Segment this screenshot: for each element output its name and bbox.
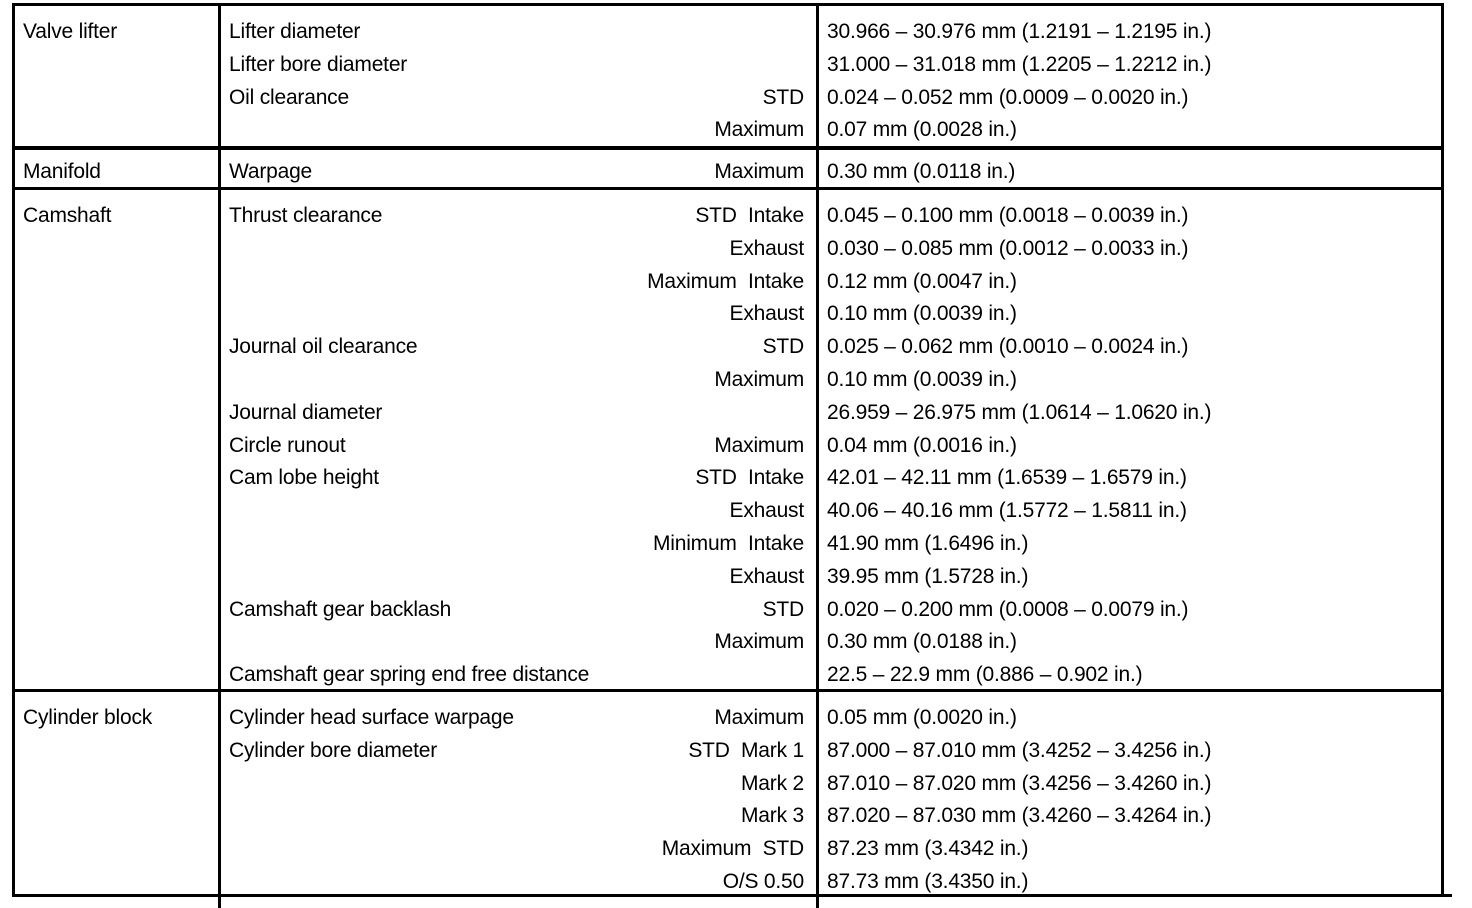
spec-item: Journal diameter	[229, 401, 383, 424]
spec-value: 87.020 – 87.030 mm (3.4260 – 3.4264 in.)	[827, 804, 1212, 827]
spec-value: 0.10 mm (0.0039 in.)	[827, 368, 1017, 391]
spec-item: Circle runout	[229, 434, 346, 457]
column-divider	[218, 3, 221, 908]
spec-value: 39.95 mm (1.5728 in.)	[827, 565, 1029, 588]
spec-condition: STD Intake	[695, 466, 804, 489]
column-divider	[816, 3, 819, 908]
spec-value: 0.12 mm (0.0047 in.)	[827, 270, 1017, 293]
section-label: Manifold	[23, 160, 101, 183]
spec-item: Camshaft gear backlash	[229, 598, 452, 621]
spec-item: Cylinder head surface warpage	[229, 706, 514, 729]
spec-value: 0.30 mm (0.0118 in.)	[827, 160, 1016, 183]
spec-condition: Exhaust	[729, 237, 804, 260]
spec-condition: STD	[762, 598, 804, 621]
spec-value: 0.04 mm (0.0016 in.)	[827, 434, 1017, 457]
spec-value: 87.000 – 87.010 mm (3.4252 – 3.4256 in.)	[827, 739, 1212, 762]
spec-condition: STD	[762, 86, 804, 109]
spec-value: 42.01 – 42.11 mm (1.6539 – 1.6579 in.)	[827, 466, 1187, 489]
section-label: Valve lifter	[23, 20, 118, 43]
spec-condition: Maximum	[714, 160, 804, 183]
spec-condition: Maximum	[714, 434, 804, 457]
section-divider	[12, 689, 1444, 692]
spec-value: 0.025 – 0.062 mm (0.0010 – 0.0024 in.)	[827, 335, 1189, 358]
column-divider	[12, 3, 15, 896]
spec-value: 0.045 – 0.100 mm (0.0018 – 0.0039 in.)	[827, 204, 1189, 227]
section-label: Camshaft	[23, 204, 112, 227]
spec-value: 30.966 – 30.976 mm (1.2191 – 1.2195 in.)	[827, 20, 1212, 43]
spec-condition: Maximum	[714, 368, 804, 391]
section-label: Cylinder block	[23, 706, 153, 729]
spec-item: Lifter diameter	[229, 20, 361, 43]
spec-value: 0.020 – 0.200 mm (0.0008 – 0.0079 in.)	[827, 598, 1189, 621]
spec-value: 0.07 mm (0.0028 in.)	[827, 118, 1017, 141]
spec-value: 40.06 – 40.16 mm (1.5772 – 1.5811 in.)	[827, 499, 1187, 522]
spec-condition: STD Mark 1	[688, 739, 804, 762]
spec-condition: Maximum	[714, 706, 804, 729]
spec-value: 0.05 mm (0.0020 in.)	[827, 706, 1017, 729]
spec-condition: Maximum STD	[661, 837, 804, 860]
spec-condition: Mark 3	[741, 804, 804, 827]
section-divider	[12, 146, 1444, 150]
section-divider	[12, 187, 1444, 190]
section-divider	[12, 894, 1452, 897]
spec-value: 87.010 – 87.020 mm (3.4256 – 3.4260 in.)	[827, 772, 1212, 795]
spec-condition: STD	[762, 335, 804, 358]
spec-value: 41.90 mm (1.6496 in.)	[827, 532, 1029, 555]
spec-item: Oil clearance	[229, 86, 349, 109]
spec-item: Warpage	[229, 160, 313, 183]
spec-item: Journal oil clearance	[229, 335, 418, 358]
spec-condition: Maximum	[714, 630, 804, 653]
spec-item: Cylinder bore diameter	[229, 739, 438, 762]
spec-value: 87.23 mm (3.4342 in.)	[827, 837, 1029, 860]
spec-value: 22.5 – 22.9 mm (0.886 – 0.902 in.)	[827, 663, 1143, 686]
spec-value: 0.30 mm (0.0188 in.)	[827, 630, 1017, 653]
spec-value: 26.959 – 26.975 mm (1.0614 – 1.0620 in.)	[827, 401, 1212, 424]
spec-condition: STD Intake	[695, 204, 804, 227]
table-top-border	[12, 3, 1444, 6]
spec-condition: Minimum Intake	[652, 532, 804, 555]
spec-value: 0.10 mm (0.0039 in.)	[827, 302, 1017, 325]
spec-value: 0.024 – 0.052 mm (0.0009 – 0.0020 in.)	[827, 86, 1189, 109]
spec-condition: Mark 2	[741, 772, 804, 795]
spec-value: 87.73 mm (3.4350 in.)	[827, 870, 1029, 893]
spec-condition: Maximum	[714, 118, 804, 141]
spec-item: Camshaft gear spring end free distance	[229, 663, 590, 686]
spec-item: Lifter bore diameter	[229, 53, 408, 76]
spec-item: Cam lobe height	[229, 466, 379, 489]
spec-condition: Exhaust	[729, 302, 804, 325]
spec-condition: Exhaust	[729, 565, 804, 588]
spec-value: 31.000 – 31.018 mm (1.2205 – 1.2212 in.)	[827, 53, 1212, 76]
spec-value: 0.030 – 0.085 mm (0.0012 – 0.0033 in.)	[827, 237, 1189, 260]
spec-condition: O/S 0.50	[722, 870, 804, 893]
spec-item: Thrust clearance	[229, 204, 383, 227]
spec-condition: Maximum Intake	[647, 270, 804, 293]
spec-condition: Exhaust	[729, 499, 804, 522]
table-right-border	[1441, 3, 1444, 896]
